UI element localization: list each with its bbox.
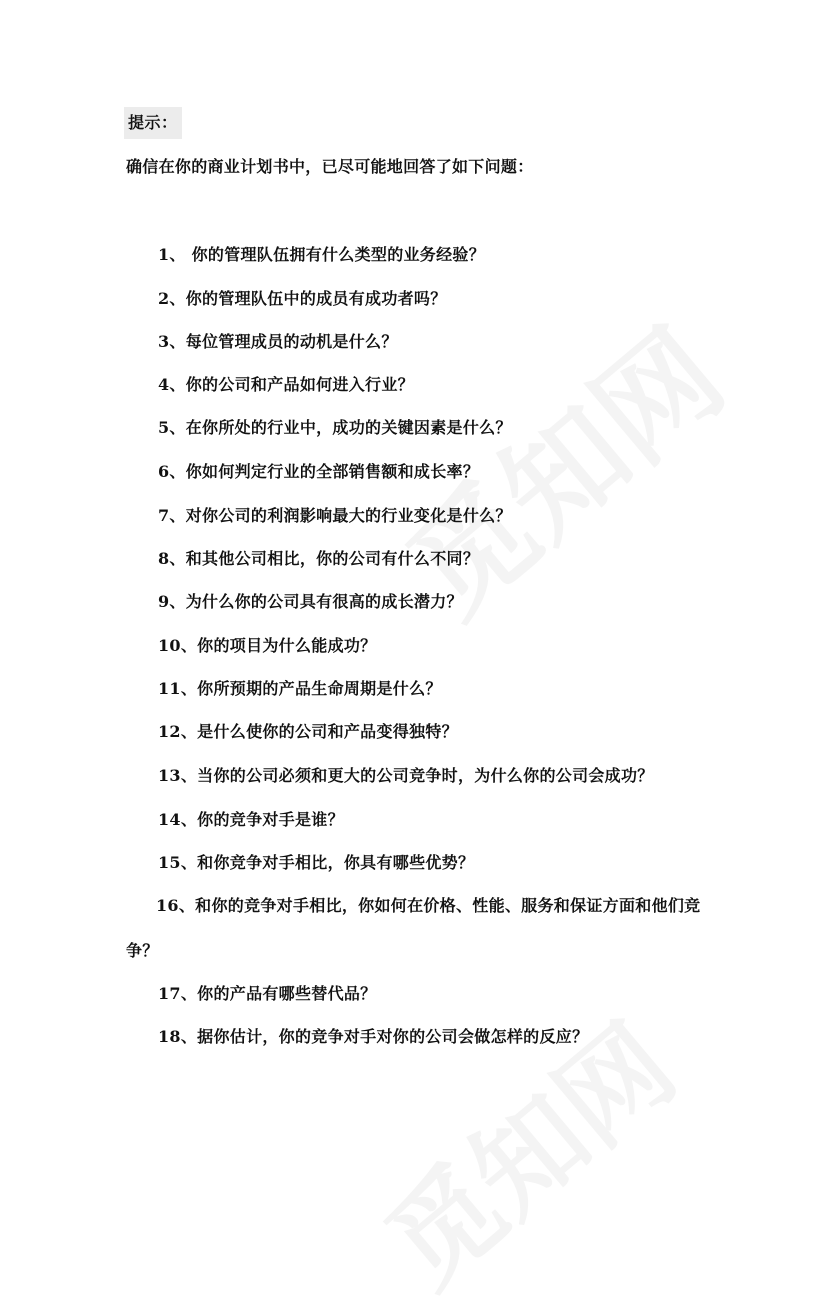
hint-label: 提示： — [124, 107, 182, 139]
question-item: 7、对你公司的利润影响最大的行业变化是什么？ — [158, 506, 512, 525]
question-item: 15、和你竞争对手相比，你具有哪些优势？ — [158, 853, 475, 872]
question-item: 2、你的管理队伍中的成员有成功者吗？ — [158, 289, 447, 308]
question-item: 4、你的公司和产品如何进入行业？ — [158, 375, 414, 394]
question-item: 1、 你的管理队伍拥有什么类型的业务经验？ — [158, 245, 486, 264]
question-item: 3、每位管理成员的动机是什么？ — [158, 332, 398, 351]
question-item: 16、和你的竞争对手相比，你如何在价格、性能、服务和保证方面和他们竞争？ — [126, 896, 701, 960]
question-item: 17、你的产品有哪些替代品？ — [158, 984, 377, 1003]
question-item: 13、当你的公司必须和更大的公司竞争时，为什么你的公司会成功？ — [158, 766, 654, 785]
intro-text: 确信在你的商业计划书中，已尽可能地回答了如下问题： — [126, 157, 534, 176]
question-item: 8、和其他公司相比，你的公司有什么不同？ — [158, 549, 480, 568]
question-item: 10、你的项目为什么能成功？ — [158, 636, 377, 655]
question-item: 18、据你估计，你的竞争对手对你的公司会做怎样的反应？ — [158, 1027, 589, 1046]
question-item: 6、你如何判定行业的全部销售额和成长率？ — [158, 462, 480, 481]
question-item: 5、在你所处的行业中，成功的关键因素是什么？ — [158, 418, 512, 437]
question-item: 9、为什么你的公司具有很高的成长潜力？ — [158, 592, 463, 611]
question-item: 12、是什么使你的公司和产品变得独特？ — [158, 722, 458, 741]
question-item: 14、你的竞争对手是谁？ — [158, 810, 344, 829]
question-item: 11、你所预期的产品生命周期是什么？ — [158, 679, 442, 698]
